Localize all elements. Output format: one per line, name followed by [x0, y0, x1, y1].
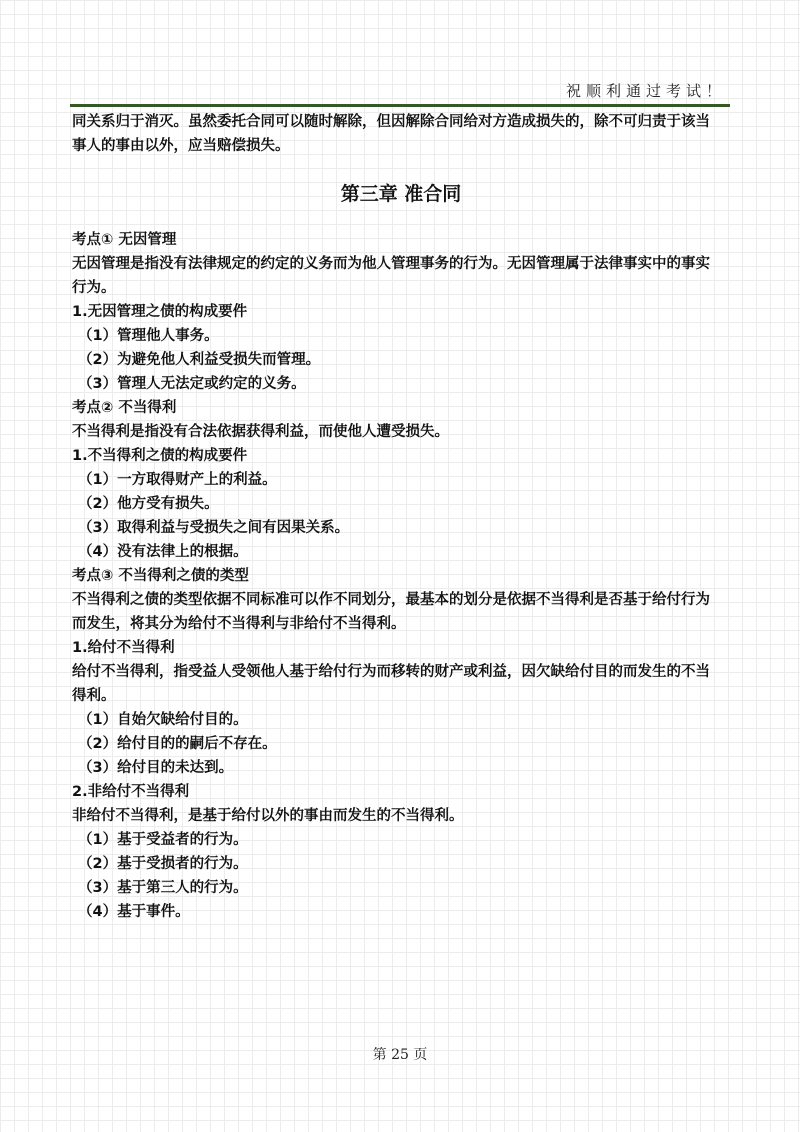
list-item: （2）基于受损者的行为。: [78, 856, 248, 872]
list-item: （3）取得利益与受损失之间有因果关系。: [78, 520, 350, 536]
paragraph-line: 得利。: [72, 688, 116, 704]
list-item: （1）自始欠缺给付目的。: [78, 712, 248, 728]
paragraph-line: 不当得利是指没有合法依据获得利益，而使他人遭受损失。: [72, 424, 449, 440]
subheading: 1.不当得利之债的构成要件: [72, 448, 248, 464]
paragraph-line: 不当得利之债的类型依据不同标准可以作不同划分，最基本的划分是依据不当得利是否基于给付行为: [72, 592, 710, 608]
chapter-title: 第三章 准合同: [340, 183, 462, 205]
list-item: （2）他方受有损失。: [78, 496, 219, 512]
list-item: （3）基于第三人的行为。: [78, 880, 248, 896]
paragraph-line: 行为。: [72, 280, 116, 296]
list-item: （4）基于事件。: [78, 904, 190, 920]
paragraph-line: 给付不当得利，指受益人受领他人基于给付行为而移转的财产或利益，因欠缺给付目的而发生的不当: [72, 664, 710, 680]
subheading: 1.无因管理之债的构成要件: [72, 304, 248, 320]
subheading: 2.非给付不当得利: [72, 784, 190, 800]
list-item: （4）没有法律上的根据。: [78, 544, 248, 560]
header-rule: [70, 104, 730, 107]
list-item: （1）基于受益者的行为。: [78, 832, 248, 848]
list-item: （2）为避免他人利益受损失而管理。: [78, 352, 321, 368]
paragraph-line: 而发生，将其分为给付不当得利与非给付不当得利。: [72, 616, 406, 632]
paragraph-line: 无因管理是指没有法律规定的约定的义务而为他人管理事务的行为。无因管理属于法律事实中的事实: [72, 256, 710, 272]
intro-line: 同关系归于消灭。虽然委托合同可以随时解除，但因解除合同给对方造成损失的，除不可归责于该当: [72, 114, 710, 130]
list-item: （3）给付目的未达到。: [78, 760, 234, 776]
list-item: （2）给付目的的嗣后不存在。: [78, 736, 277, 752]
paragraph-line: 非给付不当得利，是基于给付以外的事由而发生的不当得利。: [72, 808, 464, 824]
list-item: （3）管理人无法定或约定的义务。: [78, 376, 306, 392]
intro-line: 事人的事由以外，应当赔偿损失。: [72, 138, 290, 154]
list-item: （1）一方取得财产上的利益。: [78, 472, 277, 488]
list-item: （1）管理他人事务。: [78, 328, 219, 344]
page-content: [72, 110, 730, 924]
section-heading: 考点② 不当得利: [72, 400, 177, 416]
page-number: 第 25 页: [372, 1047, 428, 1063]
subheading: 1.给付不当得利: [72, 640, 175, 656]
section-heading: 考点③ 不当得利之债的类型: [72, 568, 249, 584]
section-heading: 考点① 无因管理: [72, 232, 177, 248]
header-motto: 祝顺利通过考试！: [565, 82, 726, 100]
